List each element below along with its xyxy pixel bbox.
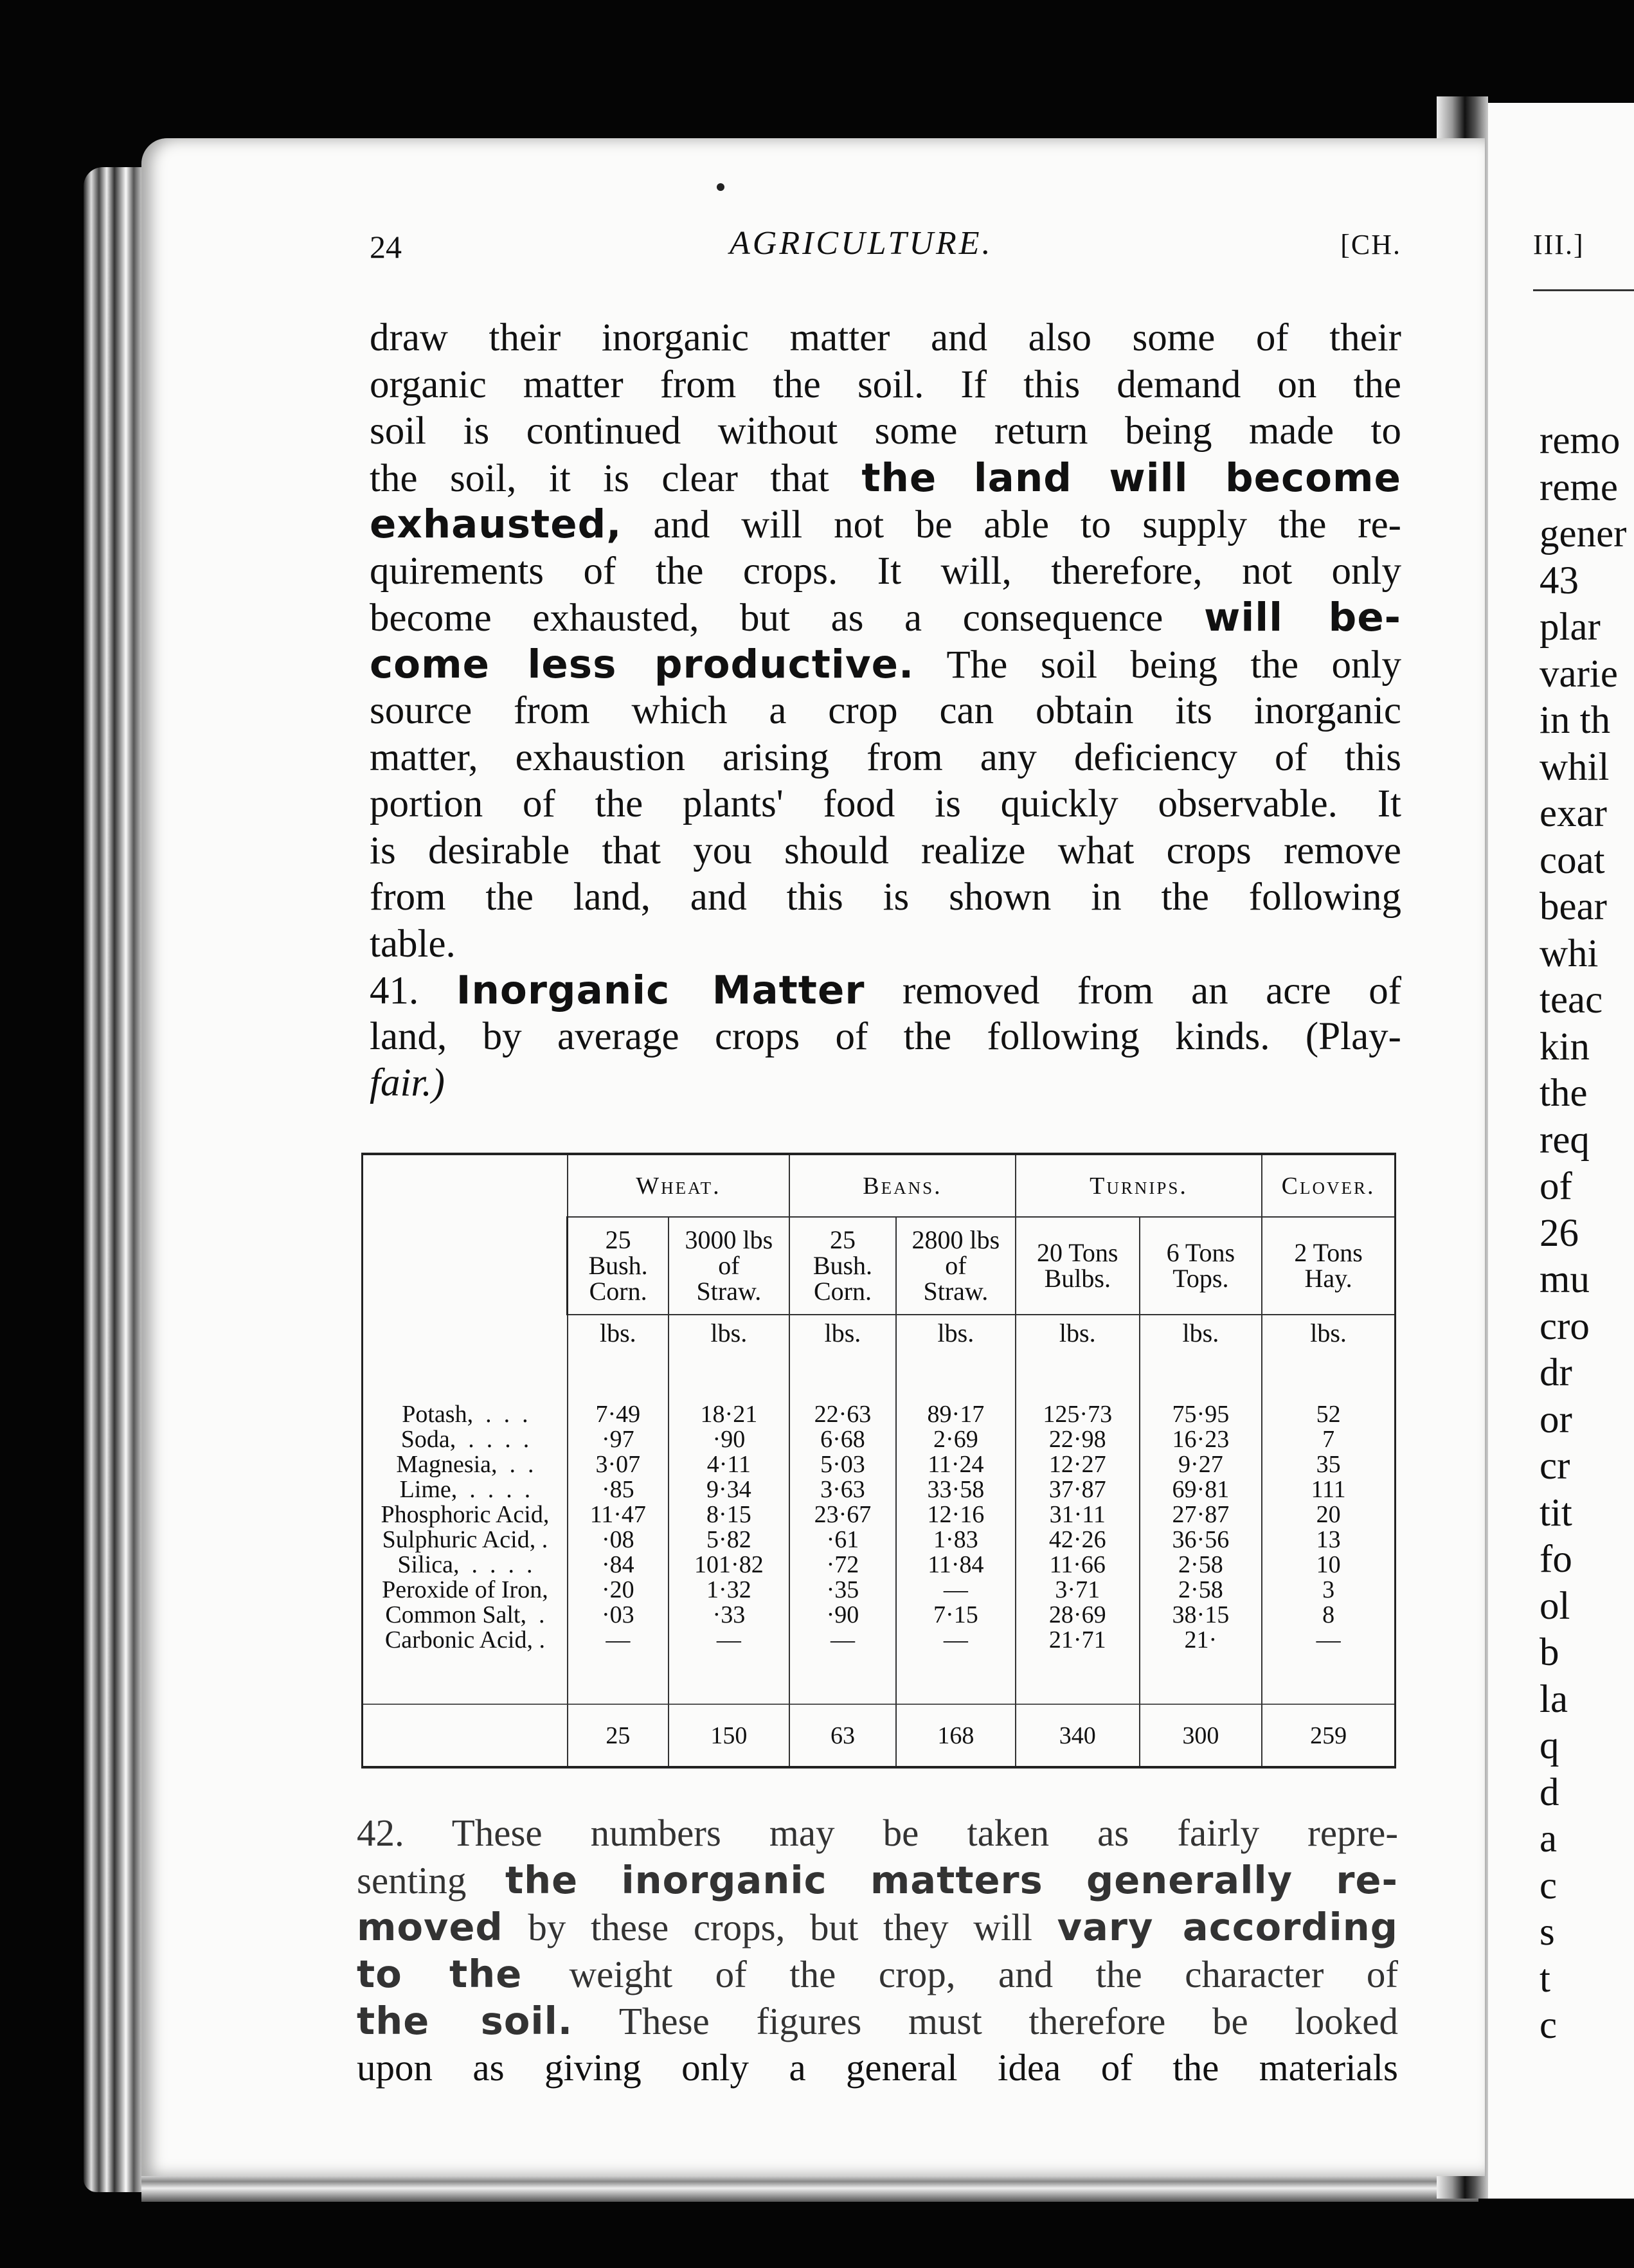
- table-cell: 101·82: [694, 1551, 764, 1578]
- subheader-line: of: [718, 1251, 740, 1280]
- table-cell: 16·23: [1172, 1425, 1230, 1453]
- table-cell: ·90: [712, 1425, 746, 1453]
- table-cell: 11·24: [928, 1450, 984, 1478]
- column-subheader: [1140, 1217, 1262, 1315]
- table-cell: 52: [1316, 1400, 1341, 1428]
- table-cell: ·72: [826, 1551, 859, 1578]
- facing-line: whi: [1540, 932, 1599, 975]
- row-labels: [363, 1351, 568, 1704]
- unit-cell: lbs.: [1140, 1315, 1262, 1351]
- section-text: land, by average crops of the following kinds. (Play-: [370, 1015, 1401, 1058]
- facing-line: remo: [1540, 419, 1621, 462]
- bold-text: vary according: [1057, 1905, 1398, 1949]
- table-cell: —: [1316, 1626, 1341, 1653]
- facing-line: exar: [1540, 792, 1607, 835]
- column-subheader: [789, 1217, 896, 1315]
- text-run: draw their inorganic matter and also some of their: [370, 316, 1401, 359]
- row-label: Carbonic Acid, .: [384, 1626, 545, 1653]
- facing-line: dr: [1540, 1351, 1572, 1394]
- facing-line: fo: [1540, 1538, 1572, 1581]
- table-cell: 21·71: [1048, 1626, 1106, 1653]
- bold-text: the soil.: [357, 1999, 573, 2043]
- value-column: [1140, 1351, 1262, 1704]
- table-cell: 6·68: [820, 1425, 865, 1453]
- table-cell: 3·71: [1055, 1576, 1100, 1603]
- table-cell: —: [830, 1626, 855, 1653]
- row-label: Potash, . . .: [402, 1400, 528, 1428]
- table-cell: 12·27: [1048, 1450, 1106, 1478]
- facing-line: d: [1540, 1770, 1559, 1814]
- row-label: Soda, . . . .: [400, 1425, 530, 1453]
- table-cell: ·20: [601, 1576, 634, 1603]
- facing-line: q: [1540, 1724, 1559, 1767]
- value-column: [669, 1351, 789, 1704]
- subheader-line: 2 Tons: [1294, 1238, 1363, 1267]
- column-subheader: [1262, 1217, 1395, 1315]
- subheader-line: 25: [605, 1225, 631, 1254]
- table-cell: 27·87: [1172, 1500, 1230, 1528]
- table-cell: 89·17: [927, 1400, 985, 1428]
- group-header: Beans.: [789, 1155, 1016, 1217]
- text-line: [370, 874, 1401, 921]
- table-cell: 42·26: [1048, 1526, 1106, 1553]
- table-cell: 35: [1316, 1450, 1341, 1478]
- text-run: become exhausted, but as a consequence: [370, 597, 1204, 640]
- column-subheader: [669, 1217, 789, 1315]
- facing-line: 43: [1540, 559, 1579, 602]
- row-label: Phosphoric Acid,: [381, 1500, 550, 1528]
- text-run: senting: [357, 1859, 505, 1902]
- total-cell: 168: [896, 1704, 1016, 1766]
- text-run: quirements of the crops. It will, therefore, not only: [370, 549, 1401, 593]
- table-cell: 22·63: [814, 1400, 872, 1428]
- text-line: [370, 595, 1401, 642]
- subheader-line: Bush.: [813, 1251, 873, 1280]
- total-cell: 150: [669, 1704, 789, 1766]
- total-cell: 340: [1016, 1704, 1140, 1766]
- section-heading: Inorganic Matter: [456, 968, 865, 1013]
- table-cell: ·33: [712, 1601, 746, 1628]
- ink-dot: [717, 183, 724, 191]
- chapter-marker: [CH.: [1340, 229, 1401, 260]
- text-line: [370, 688, 1401, 735]
- column-subheader: [568, 1217, 669, 1315]
- facing-line: teac: [1540, 978, 1603, 1022]
- table-cell: 2·58: [1178, 1551, 1223, 1578]
- subheader-line: 6 Tons: [1166, 1238, 1235, 1267]
- book-title: AGRICULTURE.: [730, 225, 993, 262]
- text-line: [357, 1810, 1398, 1857]
- facing-line: in th: [1540, 699, 1611, 742]
- text-run: table.: [370, 922, 456, 966]
- table-cell: 2·69: [933, 1425, 978, 1453]
- corner-cell: [363, 1155, 568, 1315]
- facing-line: kin: [1540, 1025, 1590, 1068]
- facing-line: coat: [1540, 838, 1605, 882]
- text-run: from the land, and this is shown in the following: [370, 876, 1401, 919]
- facing-line: tit: [1540, 1491, 1572, 1534]
- table-cell: 1·32: [706, 1576, 751, 1603]
- text-line: [370, 642, 1401, 688]
- table-cell: 4·11: [706, 1450, 751, 1478]
- unit-cell: lbs.: [896, 1315, 1016, 1351]
- table-cell: 5·82: [706, 1526, 751, 1553]
- text-run: source from which a crop can obtain its inorganic: [370, 689, 1401, 732]
- text-line: [370, 501, 1401, 548]
- table-cell: —: [606, 1626, 631, 1653]
- facing-line: la: [1540, 1677, 1568, 1721]
- section-citation: fair.): [370, 1061, 445, 1104]
- text-line: [370, 408, 1401, 455]
- row-label: Peroxide of Iron,: [382, 1576, 548, 1603]
- text-line: [370, 315, 1401, 362]
- facing-page-text: [1540, 418, 1626, 2049]
- table-cell: 37·87: [1048, 1475, 1106, 1503]
- table-cell: 7·15: [933, 1601, 978, 1628]
- section-text: removed from an acre of: [902, 969, 1402, 1013]
- text-run: organic matter from the soil. If this demand on the: [370, 363, 1401, 406]
- table-cell: 21·: [1184, 1626, 1217, 1653]
- text-run: The soil being the only: [914, 643, 1401, 687]
- body-paragraph: [370, 315, 1401, 968]
- text-run: upon as giving only a general idea of the materials: [357, 2046, 1398, 2089]
- text-line: [357, 1857, 1398, 1904]
- table-cell: ·90: [826, 1601, 859, 1628]
- section-41: [370, 968, 1401, 1106]
- text-run: soil is continued without some return being made to: [370, 410, 1401, 453]
- table-cell: 2·58: [1178, 1576, 1223, 1603]
- facing-line: ol: [1540, 1584, 1570, 1628]
- facing-line: cro: [1540, 1304, 1590, 1348]
- facing-line: req: [1540, 1118, 1590, 1162]
- table-cell: 38·15: [1172, 1601, 1230, 1628]
- total-cell: 63: [789, 1704, 896, 1766]
- table-cell: ·97: [601, 1425, 634, 1453]
- table-cell: 11·66: [1049, 1551, 1106, 1578]
- text-line: [357, 1950, 1398, 1997]
- text-run: These figures must therefore be looked: [573, 2000, 1398, 2042]
- row-label: Lime, . . . .: [399, 1475, 531, 1503]
- text-run: portion of the plants' food is quickly observable. It: [370, 782, 1401, 825]
- table-cell: 22·98: [1048, 1425, 1106, 1453]
- subheader-line: Bush.: [588, 1251, 648, 1280]
- text-line: [370, 455, 1401, 502]
- text-line: [357, 2044, 1398, 2091]
- text-line: [370, 828, 1401, 875]
- facing-line: the: [1540, 1072, 1588, 1115]
- table-cell: ·85: [601, 1475, 634, 1503]
- table-cell: 9·27: [1178, 1450, 1223, 1478]
- table-cell: 23·67: [814, 1500, 872, 1528]
- bold-text: moved: [357, 1905, 503, 1949]
- text-line: [370, 781, 1401, 828]
- table-cell: 9·34: [706, 1475, 751, 1503]
- text-run: the soil, it is clear that: [370, 456, 862, 500]
- table-cell: 3·63: [820, 1475, 865, 1503]
- table-cell: 8: [1322, 1601, 1335, 1628]
- table-cell: 5·03: [820, 1450, 865, 1478]
- subheader-line: Straw.: [696, 1277, 762, 1306]
- table-cell: 7·49: [595, 1400, 641, 1428]
- facing-line: of: [1540, 1165, 1572, 1208]
- facing-line: mu: [1540, 1258, 1590, 1301]
- subheader-line: Tops.: [1172, 1264, 1229, 1293]
- table-cell: —: [943, 1626, 968, 1653]
- text-line: [370, 548, 1401, 595]
- table-cell: 12·16: [927, 1500, 985, 1528]
- table-cell: 3: [1322, 1576, 1335, 1603]
- value-column: [1016, 1351, 1140, 1704]
- text-line: [357, 1904, 1398, 1950]
- row-label: Silica, . . . .: [397, 1551, 533, 1578]
- total-cell: 259: [1262, 1704, 1395, 1766]
- row-label: Magnesia, . .: [396, 1450, 534, 1478]
- table-cell: 20: [1316, 1500, 1341, 1528]
- table-cell: ·03: [601, 1601, 634, 1628]
- bold-text: exhausted,: [370, 501, 622, 547]
- table-cell: 8·15: [706, 1500, 751, 1528]
- row-label-spacer: [363, 1315, 568, 1351]
- table-cell: ·84: [601, 1551, 634, 1578]
- text-line: [370, 735, 1401, 782]
- unit-cell: lbs.: [669, 1315, 789, 1351]
- facing-line: c: [1540, 1864, 1558, 1907]
- total-label-cell: [363, 1704, 568, 1766]
- text-run: and will not be able to supply the re-: [622, 503, 1401, 546]
- table-cell: 7: [1322, 1425, 1335, 1453]
- table-cell: 36·56: [1172, 1526, 1230, 1553]
- total-cell: 300: [1140, 1704, 1262, 1766]
- subheader-line: Corn.: [813, 1277, 872, 1306]
- table-cell: 125·73: [1043, 1400, 1113, 1428]
- unit-cell: lbs.: [789, 1315, 896, 1351]
- bold-text: will be-: [1203, 595, 1402, 640]
- page-number: 24: [370, 229, 402, 265]
- facing-page: [1478, 103, 1634, 2199]
- bold-text: the inorganic matters generally re-: [505, 1858, 1398, 1902]
- facing-line: or: [1540, 1398, 1572, 1441]
- paragraph-42: [357, 1810, 1398, 2091]
- unit-cell: lbs.: [1016, 1315, 1140, 1351]
- value-column: [1262, 1351, 1395, 1704]
- table-cell: 111: [1311, 1475, 1346, 1503]
- table-cell: 1·83: [933, 1526, 978, 1553]
- table-cell: —: [943, 1576, 968, 1603]
- text-line: [370, 362, 1401, 409]
- running-head: [370, 225, 1401, 273]
- facing-line: plar: [1540, 606, 1601, 649]
- text-run: by these crops, but they will: [503, 1906, 1057, 1949]
- section-number: 41.: [370, 969, 419, 1013]
- table-cell: 13: [1316, 1526, 1341, 1553]
- table-cell: ·35: [826, 1576, 859, 1603]
- subheader-line: 3000 lbs: [685, 1225, 773, 1254]
- text-line: [357, 1997, 1398, 2044]
- column-subheader: [896, 1217, 1016, 1315]
- facing-line: a: [1540, 1817, 1558, 1860]
- subheader-line: 20 Tons: [1037, 1238, 1118, 1267]
- text-run: matter, exhaustion arising from any deficiency of this: [370, 735, 1401, 779]
- subheader-line: Hay.: [1304, 1264, 1352, 1293]
- facing-line: 26: [1540, 1211, 1579, 1255]
- table-cell: 28·69: [1048, 1601, 1106, 1628]
- facing-line: cr: [1540, 1444, 1570, 1488]
- facing-line: whil: [1540, 745, 1610, 789]
- value-column: [568, 1351, 669, 1704]
- value-column: [896, 1351, 1016, 1704]
- inorganic-matter-table: [361, 1153, 1396, 1769]
- row-label: Common Salt, .: [385, 1601, 545, 1628]
- bold-text: the land will become: [861, 455, 1401, 501]
- facing-line: b: [1540, 1631, 1559, 1674]
- text-run: is desirable that you should realize what crops remove: [370, 829, 1401, 872]
- table-cell: ·61: [826, 1526, 859, 1553]
- value-column: [789, 1351, 896, 1704]
- table-cell: 18·21: [700, 1400, 758, 1428]
- total-cell: 25: [568, 1704, 669, 1766]
- facing-line: bear: [1540, 885, 1607, 928]
- subheader-line: Straw.: [923, 1277, 989, 1306]
- row-label: Sulphuric Acid, .: [382, 1526, 548, 1553]
- table-cell: 31·11: [1049, 1500, 1106, 1528]
- subheader-line: of: [945, 1251, 967, 1280]
- table-cell: 3·07: [595, 1450, 641, 1478]
- facing-line: c: [1540, 2004, 1558, 2047]
- table-cell: 33·58: [927, 1475, 985, 1503]
- column-subheader: [1016, 1217, 1140, 1315]
- group-header: Turnips.: [1016, 1155, 1262, 1217]
- group-header: Clover.: [1262, 1155, 1395, 1217]
- unit-cell: lbs.: [1262, 1315, 1395, 1351]
- facing-running-head: III.]: [1533, 229, 1585, 260]
- facing-head-rule: [1533, 289, 1634, 291]
- table-cell: 10: [1316, 1551, 1341, 1578]
- subheader-line: 25: [829, 1225, 856, 1254]
- bold-text: come less productive.: [370, 641, 915, 687]
- unit-cell: lbs.: [568, 1315, 669, 1351]
- group-header: Wheat.: [568, 1155, 789, 1217]
- bold-text: to the: [357, 1952, 570, 1996]
- table-cell: 11·84: [928, 1551, 984, 1578]
- subheader-line: Corn.: [589, 1277, 647, 1306]
- table-cell: —: [716, 1626, 741, 1653]
- table-cell: 69·81: [1172, 1475, 1230, 1503]
- table-cell: 11·47: [589, 1500, 646, 1528]
- table-cell: ·08: [601, 1526, 634, 1553]
- facing-line: s: [1540, 1911, 1555, 1954]
- facing-line: t: [1540, 1957, 1550, 2001]
- text-run: 42. These numbers may be taken as fairly repre-: [357, 1812, 1398, 1854]
- facing-line: reme: [1540, 465, 1618, 509]
- text-run: weight of the crop, and the character of: [569, 1953, 1398, 1995]
- facing-line: gener: [1540, 512, 1627, 555]
- subheader-line: 2800 lbs: [911, 1225, 1000, 1254]
- table-cell: 75·95: [1172, 1400, 1230, 1428]
- facing-line: varie: [1540, 652, 1618, 696]
- text-line: [370, 921, 1401, 968]
- subheader-line: Bulbs.: [1044, 1264, 1111, 1293]
